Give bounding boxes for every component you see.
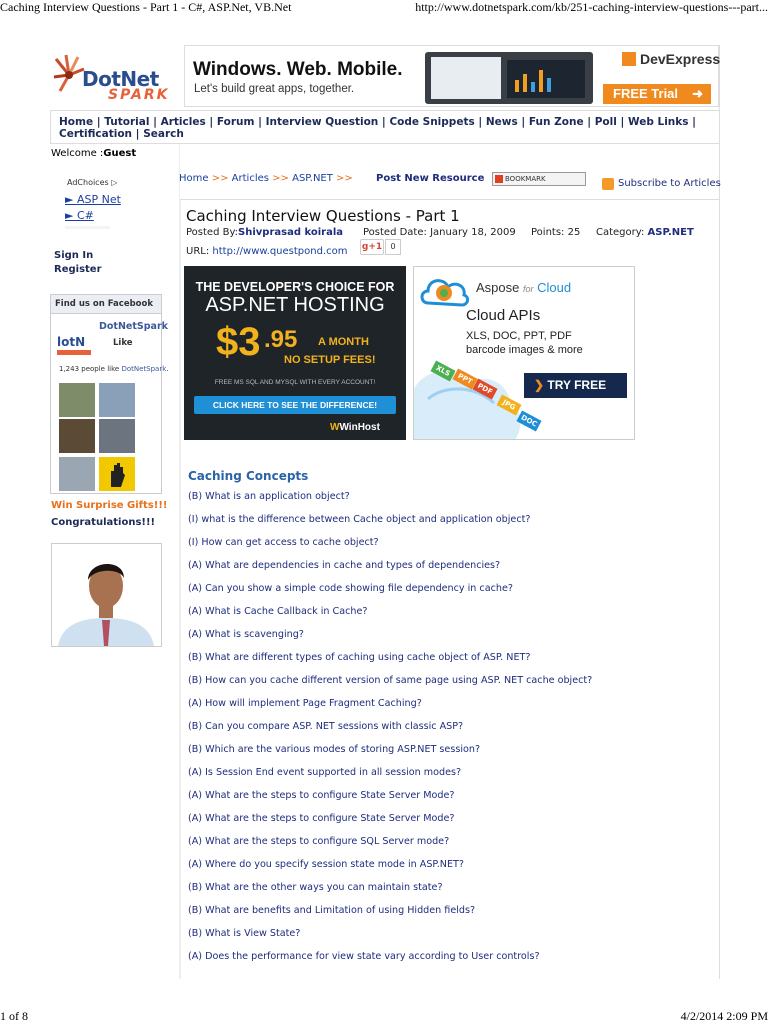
question-link[interactable]: (B) How can you cache different version of same page using ASP. NET cache object? — [188, 675, 593, 686]
tag-jpg: JPG — [496, 395, 521, 416]
post-new-resource-link[interactable]: Post New Resource — [376, 173, 485, 184]
nav-link-search[interactable]: Search — [143, 128, 184, 140]
posted-by-label: Posted By: — [186, 227, 239, 238]
article-meta — [186, 227, 343, 238]
winhost-cents: .95 — [264, 326, 298, 353]
fan-avatar[interactable] — [99, 457, 135, 491]
ad-link-asp-net[interactable]: ► ASP Net — [65, 193, 121, 206]
banner-subtitle: Let's build great apps, together. — [194, 83, 355, 95]
posted-date-value: January 18, 2009 — [430, 227, 516, 238]
aspose-cloud-ad[interactable] — [413, 266, 635, 440]
free-trial-label: FREE Trial — [613, 86, 679, 101]
question-link[interactable]: (A) Can you show a simple code showing file dependency in cache? — [188, 583, 513, 594]
fb-logo-text: lotN — [57, 335, 86, 349]
nav-separator: | — [93, 116, 105, 128]
nav-separator: | — [474, 116, 486, 128]
banner-title: Windows. Web. Mobile. — [193, 59, 403, 80]
tag-ppt: PPT — [452, 369, 477, 390]
ad-link-cutoff — [65, 226, 110, 229]
free-trial-button[interactable] — [603, 84, 711, 104]
logo-text-dotnet: DotNet — [82, 67, 159, 91]
category-link[interactable]: ASP.NET — [647, 227, 694, 238]
try-free-button[interactable] — [524, 373, 627, 398]
dotnetspark-logo[interactable] — [50, 45, 180, 107]
breadcrumb-articles[interactable]: Articles — [231, 173, 269, 184]
url-label: URL: — [186, 246, 210, 257]
winhost-nofee: NO SETUP FEES! — [284, 354, 376, 366]
aspose-cloud-word: Cloud — [537, 280, 572, 295]
question-link[interactable]: (A) Does the performance for view state vary according to User controls? — [188, 951, 540, 962]
bookmark-icon — [495, 175, 503, 183]
category-label: Category: — [596, 227, 645, 238]
aspose-brand-line — [476, 280, 571, 295]
aspose-line2: barcode images & more — [466, 344, 583, 356]
aspose-cloud-icon — [418, 271, 470, 311]
bookmark-label: BOOKMARK — [505, 175, 546, 183]
nav-separator: | — [583, 116, 595, 128]
fb-count: 1,243 people like DotNetSpark. — [59, 365, 169, 373]
winner-photo[interactable] — [51, 543, 162, 647]
gplus-count: 0 — [385, 239, 401, 255]
question-link[interactable]: (A) What are the steps to configure State Server Mode? — [188, 790, 455, 801]
nav-separator: | — [517, 116, 529, 128]
fan-avatar[interactable] — [59, 419, 95, 453]
breadcrumb-home[interactable]: Home — [179, 173, 209, 184]
nav-link-code-snippets[interactable]: Code Snippets — [389, 116, 475, 128]
nav-separator: | — [616, 116, 628, 128]
nav-link-certification[interactable]: Certification — [59, 128, 133, 140]
welcome-label: Welcome : — [51, 148, 104, 159]
question-link[interactable]: (A) What are the steps to configure State Server Mode? — [188, 813, 455, 824]
posted-date — [363, 227, 516, 238]
arrow-right-icon: ➜ — [692, 86, 703, 101]
article-title: Caching Interview Questions - Part 1 — [186, 207, 460, 225]
adchoices-text: AdChoices — [67, 178, 109, 187]
article-url — [186, 246, 348, 257]
question-link[interactable]: (A) Where do you specify session state mode in ASP.NET? — [188, 859, 464, 870]
category — [596, 227, 694, 238]
tag-pdf: PDF — [472, 379, 497, 400]
winhost-per: A MONTH — [318, 336, 369, 348]
winhost-line1: THE DEVELOPER'S CHOICE FOR — [195, 280, 395, 294]
nav-link-news[interactable]: News — [485, 116, 518, 128]
fb-page-logo[interactable] — [57, 335, 97, 357]
fb-count-text: 1,243 people like — [59, 365, 120, 373]
print-header-title: Caching Interview Questions - Part 1 - C#, ASP.Net, VB.Net — [0, 0, 292, 14]
print-footer-date: 4/2/2014 2:09 PM — [680, 1009, 768, 1023]
print-header-url: http://www.dotnetspark.com/kb/251-caching-interview-questions---part... — [415, 0, 768, 14]
points-label: Points: — [531, 227, 565, 238]
winhost-brand — [330, 422, 380, 433]
nav-separator: | — [205, 116, 217, 128]
question-link[interactable]: (B) Can you compare ASP. NET sessions with classic ASP? — [188, 721, 464, 732]
fb-logo-bar — [57, 350, 91, 355]
print-footer-page: 1 of 8 — [0, 1009, 28, 1023]
points — [531, 227, 580, 238]
question-link[interactable]: (B) What is an application object? — [188, 491, 350, 502]
question-link[interactable]: (A) What are the steps to configure SQL Server mode? — [188, 836, 450, 847]
try-free-label: TRY FREE — [547, 378, 607, 392]
congratulations-label: Congratulations!!! — [51, 517, 156, 528]
fan-avatar[interactable] — [59, 383, 95, 417]
fan-avatar[interactable] — [99, 383, 135, 417]
devices-image — [425, 52, 593, 104]
subscribe-link[interactable]: Subscribe to Articles — [618, 178, 721, 189]
nav-link-home[interactable]: Home — [59, 116, 94, 128]
gplus-button[interactable]: g+1 — [360, 239, 384, 255]
question-link[interactable]: (B) What are benefits and Limitation of using Hidden fields? — [188, 905, 476, 916]
devexpress-banner-ad[interactable] — [184, 45, 719, 107]
breadcrumb — [179, 173, 353, 184]
section-title: Caching Concepts — [188, 469, 309, 483]
ad-link-csharp[interactable]: ► C# — [65, 209, 94, 222]
logo-text-spark: SPARK — [108, 87, 170, 103]
winhost-line2: ASP.NET HOSTING — [205, 294, 385, 316]
tag-doc: DOC — [516, 411, 541, 432]
posted-date-label: Posted Date: — [363, 227, 427, 238]
spark-logo-icon — [52, 53, 86, 97]
breadcrumb-sep: >> — [211, 173, 229, 184]
fb-title: Find us on Facebook — [55, 299, 153, 309]
question-link[interactable]: (A) What are dependencies in cache and types of dependencies? — [188, 560, 501, 571]
devexpress-brand: DevExpress — [640, 51, 721, 67]
adchoices-icon: ▷ — [111, 178, 118, 187]
sign-in-link[interactable]: Sign In — [54, 250, 94, 261]
main-nav — [50, 110, 720, 144]
question-link[interactable]: (A) Is Session End event supported in all session modes? — [188, 767, 462, 778]
nav-link-forum[interactable]: Forum — [216, 116, 255, 128]
question-link[interactable]: (B) What are the other ways you can maintain state? — [188, 882, 443, 893]
nav-link-fun-zone[interactable]: Fun Zone — [528, 116, 584, 128]
fan-avatar[interactable] — [59, 457, 95, 491]
question-link[interactable]: (A) What is scavenging? — [188, 629, 304, 640]
nav-separator: | — [378, 116, 390, 128]
nav-link-interview-question[interactable]: Interview Question — [265, 116, 379, 128]
person-photo-icon — [52, 544, 161, 646]
question-link[interactable]: (A) How will implement Page Fragment Caching? — [188, 698, 422, 709]
welcome-line — [51, 148, 136, 159]
nav-link-poll[interactable]: Poll — [594, 116, 617, 128]
aspose-for: for — [523, 284, 534, 294]
win-gifts-link[interactable]: Win Surprise Gifts!!! — [51, 500, 168, 511]
aspose-line1: XLS, DOC, PPT, PDF — [466, 330, 572, 342]
breadcrumb-sep: >> — [336, 173, 353, 184]
nav-separator: | — [132, 128, 144, 140]
question-link[interactable]: (B) What are different types of caching using cache object of ASP. NET? — [188, 652, 531, 663]
winhost-w-icon: W — [330, 422, 340, 433]
fb-page-name[interactable]: DotNetSpark — [99, 321, 168, 332]
rss-icon[interactable] — [602, 178, 614, 190]
chevron-right-icon: ❯ — [534, 378, 545, 392]
nav-link-articles[interactable]: Articles — [160, 116, 206, 128]
aspose-headline: Cloud APIs — [466, 307, 541, 324]
question-link[interactable]: (B) What is View State? — [188, 928, 301, 939]
aspose-brand: Aspose — [476, 280, 520, 295]
adchoices-label[interactable] — [67, 178, 117, 187]
points-value: 25 — [567, 227, 581, 238]
winhost-brand-text: WinHost — [339, 422, 380, 433]
fb-like-button[interactable] — [113, 338, 133, 348]
question-link[interactable]: (B) Which are the various modes of storing ASP.NET session? — [188, 744, 481, 755]
url-link[interactable]: http://www.questpond.com — [212, 246, 348, 257]
tag-xls: XLS — [430, 361, 455, 382]
winhost-price: $3 — [216, 320, 261, 364]
register-link[interactable]: Register — [54, 264, 102, 275]
author-link[interactable]: Shivprasad koirala — [238, 227, 344, 238]
nav-link-web-links[interactable]: Web Links — [628, 116, 689, 128]
winhost-cta-button[interactable]: CLICK HERE TO SEE THE DIFFERENCE! — [194, 396, 396, 414]
fan-avatar[interactable] — [99, 419, 135, 453]
nav-separator: | — [688, 116, 696, 128]
fb-count-link[interactable]: DotNetSpark — [121, 365, 167, 373]
nav-link-tutorial[interactable]: Tutorial — [104, 116, 150, 128]
question-link[interactable]: (I) How can get access to cache object? — [188, 537, 379, 548]
welcome-user: Guest — [103, 148, 137, 159]
winhost-free-db: FREE MS SQL AND MYSQL WITH EVERY ACCOUNT! — [214, 379, 376, 386]
facebook-box — [50, 294, 169, 494]
question-link[interactable]: (A) What is Cache Callback in Cache? — [188, 606, 368, 617]
breadcrumb-aspnet[interactable]: ASP.NET — [292, 173, 333, 184]
hand-icon — [99, 457, 135, 491]
devexpress-logo-icon — [622, 52, 636, 66]
nav-separator: | — [254, 116, 266, 128]
question-link[interactable]: (I) what is the difference between Cache object and application object? — [188, 514, 531, 525]
winhost-ad[interactable] — [184, 266, 406, 440]
bookmark-button[interactable] — [492, 172, 586, 186]
nav-separator: | — [149, 116, 161, 128]
nav-links — [59, 116, 709, 140]
breadcrumb-sep: >> — [272, 173, 289, 184]
fb-like-label: Like — [113, 338, 133, 348]
